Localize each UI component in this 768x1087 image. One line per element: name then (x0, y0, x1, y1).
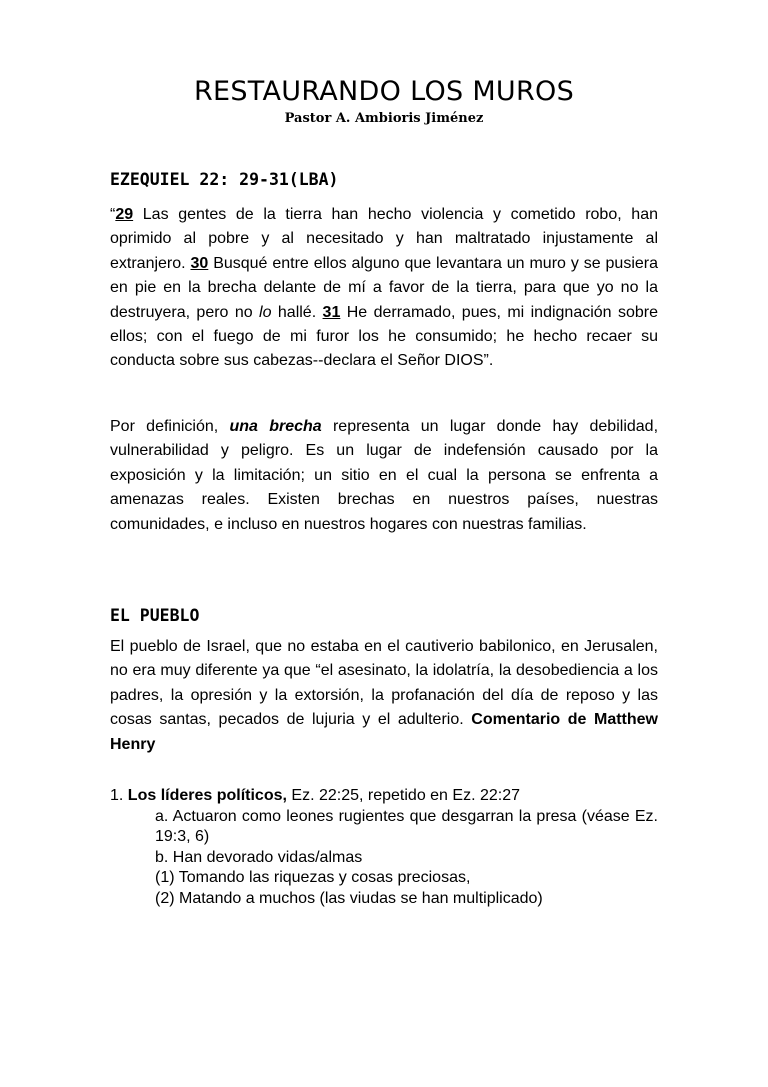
list-reference: Ez. 22:25, repetido en Ez. 22:27 (286, 787, 520, 804)
pueblo-text: El pueblo de Israel, que no estaba en el cautiverio babilonico, en Jerusalen, no era muy diferente ya que “el asesinato, la idolatría, la desobediencia a los padres, la opresión y la extorsión, la profanación del día de reposo y las cosas santas, pecados de lujuria y el adulterio. (110, 638, 658, 729)
verse-31-text: He derramado, pues, mi indignación sobre ellos; con el fuego de mi furor los he consumido; he hecho recaer su conducta sobre sus cabezas--declara el Señor DIOS”. (110, 303, 658, 370)
document-title: RESTAURANDO LOS MUROS (193, 76, 575, 107)
verse-number-31: 31 (322, 303, 341, 321)
list-item: (1) Tomando las riquezas y cosas preciosas, (155, 869, 471, 886)
verse-number-29: 29 (115, 206, 134, 223)
definition-emphasis: una brecha (229, 418, 322, 435)
verse-30-italic-lo: lo (259, 303, 272, 321)
section-heading-ezequiel: EZEQUIEL 22: 29-31(LBA) (110, 170, 339, 189)
list-number: 1. (110, 787, 128, 804)
definition-text-b: representa un lugar donde hay debilidad, vulnerabilidad y peligro. Es un lugar de indefensión causado por la exposición y la limitación; un sitio en el cual la persona se enfrenta a amenazas reales. Existen brechas en nuestros países, nuestras comunidades, e incluso en nuestros hogares con nuestras familias. (110, 418, 659, 533)
definition-text-a: Por definición, (110, 418, 230, 435)
verse-29-text: Las gentes de la tierra han hecho violencia y cometido robo, han oprimido al pobre y al necesitado y han maltratado injustamente al extranjero. (110, 206, 658, 272)
scripture-quote (110, 203, 658, 374)
leaders-list (110, 786, 658, 909)
verse-number-30: 30 (190, 254, 209, 272)
definition-paragraph (110, 415, 658, 537)
commentary-source: Comentario de Matthew Henry (110, 711, 658, 753)
pueblo-paragraph (110, 635, 658, 757)
list-item: b. Han devorado vidas/almas (155, 848, 363, 866)
list-item: a. Actuaron como leones rugientes que desgarran la presa (véase Ez. 19:3, 6) (155, 807, 658, 845)
list-item: (2) Matando a muchos (las viudas se han multiplicado) (155, 889, 543, 907)
list-label: Los líderes políticos, (127, 787, 287, 804)
section-heading-pueblo: EL PUEBLO (110, 606, 200, 625)
verse-30-text-b: hallé. (271, 303, 323, 321)
verse-30-text-a: Busqué entre ellos alguno que levantara un muro y se pusiera en pie en la brecha delante de mí a favor de la tierra, para que yo no la destruyera, pero no (110, 254, 658, 321)
author-line: Pastor A. Ambioris Jiménez (284, 111, 484, 126)
quote-open: “ (110, 206, 116, 223)
list-item-header (110, 786, 658, 807)
